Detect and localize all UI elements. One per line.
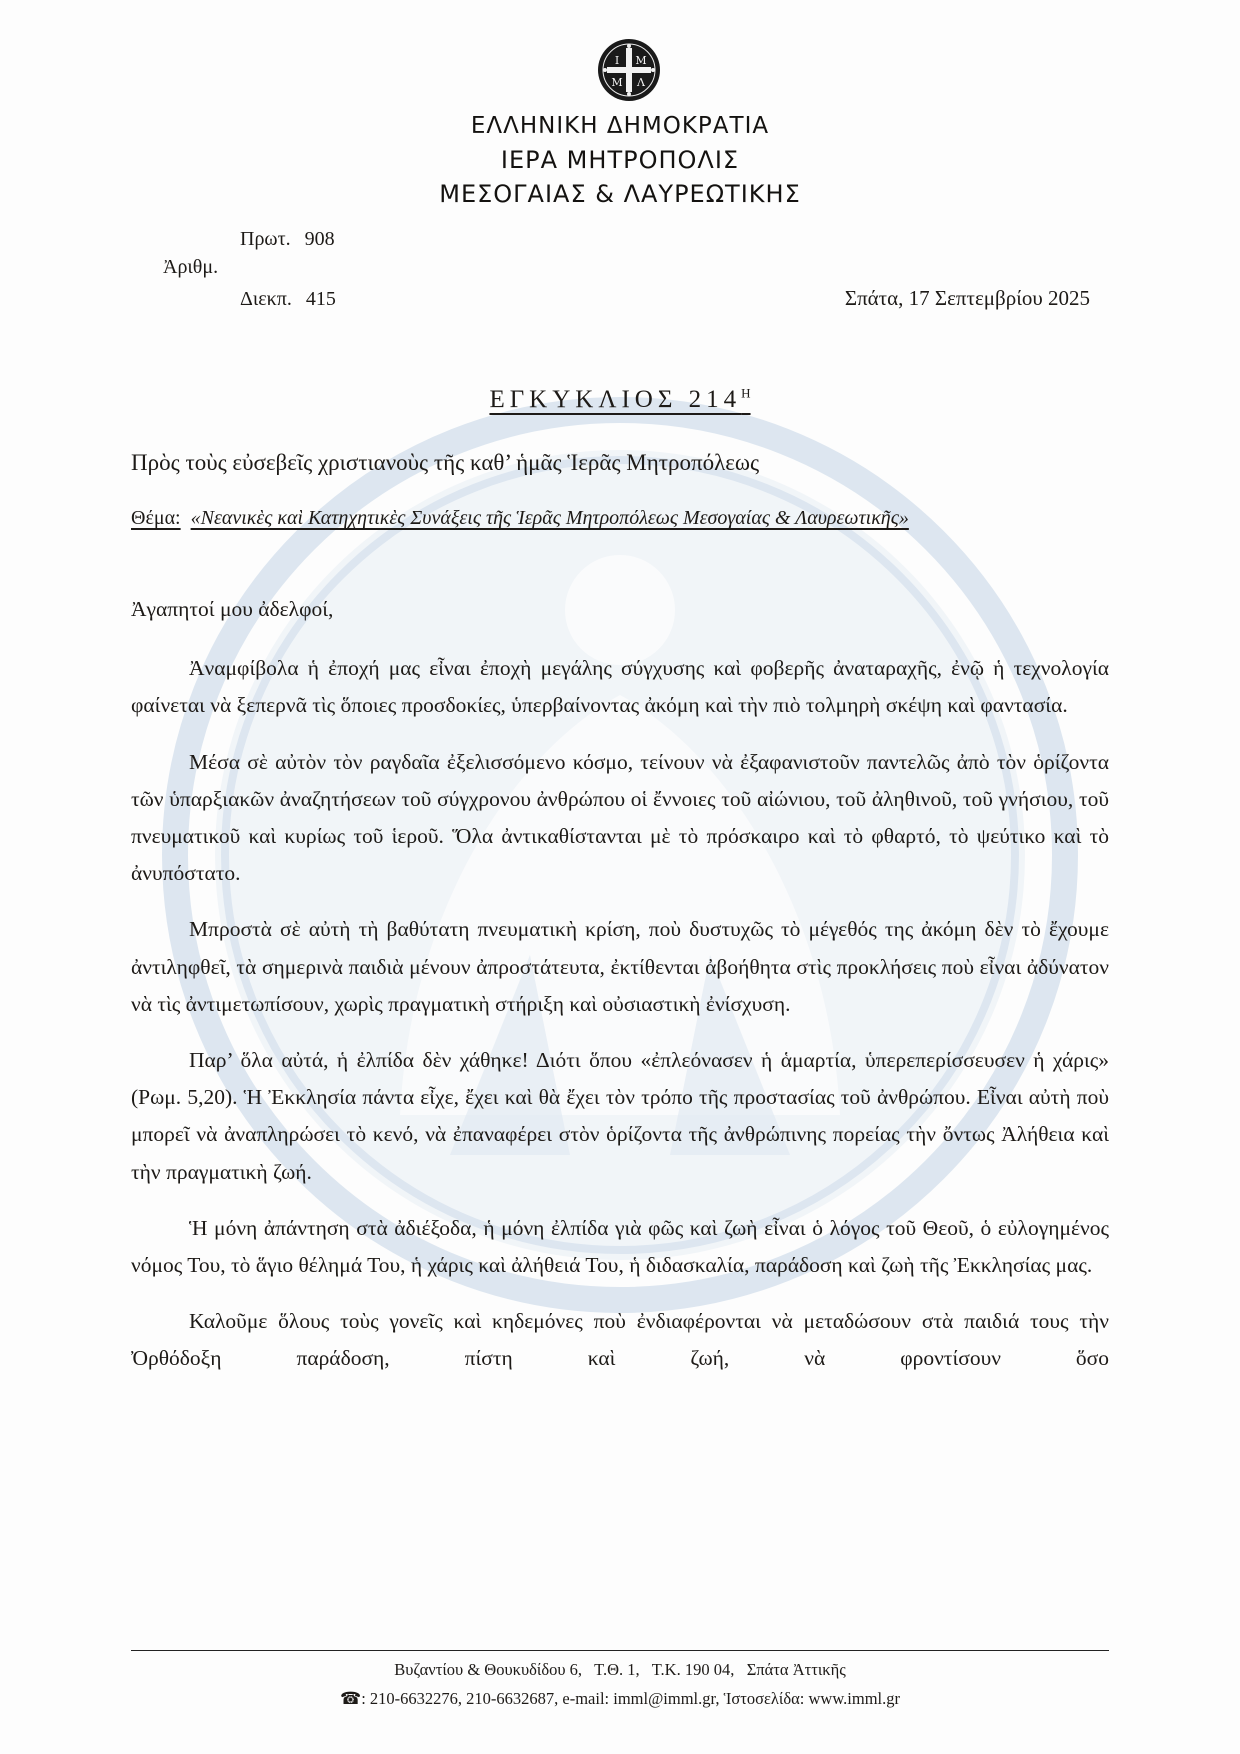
circular-title — [0, 386, 1240, 414]
letter-body — [131, 591, 1109, 1397]
body-paragraph: Καλοῦμε ὅλους τοὺς γονεῖς καὶ κηδεμόνες ποὺ ἐνδιαφέρονται νὰ μεταδώσουν στὰ παιδιά τους τὴν Ὀρθόδοξη παράδοση, πίστη καὶ ζωή, νὰ φροντίσουν ὅσο — [131, 1309, 1109, 1371]
seal-letter: Ι — [614, 54, 620, 67]
seal-letter: Μ — [611, 76, 623, 89]
seal-letter: Μ — [635, 54, 647, 67]
letterhead-line-3: ΜΕΣΟΓΑΙΑΣ & ΛΑΥΡΕΩΤΙΚΗΣ — [439, 180, 801, 208]
dispatch-number: 415 — [305, 288, 336, 310]
footer-contact — [0, 1689, 1240, 1709]
circular-title-text: ΕΓΚΥΚΛΙΟΣ 214 — [489, 386, 742, 414]
telephone-icon: ☎ — [340, 1689, 362, 1708]
protocol-label: Πρωτ. — [240, 228, 291, 250]
body-paragraph: Ἀναμφίβολα ἡ ἐποχή μας εἶναι ἐποχὴ μεγάλης σύγχυσης καὶ φοβερῆς ἀναταραχῆς, ἐνῷ ἡ τεχνολογία φαίνεται νὰ ξεπερνᾶ τὶς ὅποιες προσδοκίες, ὑπερβαίνοντας ἀκόμη καὶ τὴν πιὸ τολμηρὴ σκέψη καὶ φαντασία. — [131, 656, 1109, 718]
circular-title-suffix: Η — [741, 386, 751, 401]
footer-contact-text: : 210-6632276, 210-6632687, e-mail: imml@imml.gr, Ἱστοσελίδα: www.imml.gr — [361, 1689, 900, 1708]
letter-date: Σπάτα, 17 Σεπτεμβρίου 2025 — [844, 286, 1090, 310]
subject-label: Θέμα: — [131, 507, 181, 529]
body-paragraph: Μπροστὰ σὲ αὐτὴ τὴ βαθύτατη πνευματικὴ κρίση, ποὺ δυστυχῶς τὸ μέγεθός της ἀκόμη δὲν τὸ ἔχουμε ἀντιληφθεῖ, τὰ σημερινὰ παιδιὰ μένουν ἀπροστάτευτα, ἐκτίθενται ἀβοήθητα στὶς προκλήσεις ποὺ εἶναι ἀδύνατον νὰ τὶς ἀντιμετωπίσουν, χωρὶς πραγματικὴ στήριξη καὶ οὐσιαστικὴ ἐνίσχυση. — [131, 917, 1109, 1016]
subject-line — [131, 507, 909, 530]
letterhead-line-1: ΕΛΛΗΝΙΚΗ ΔΗΜΟΚΡΑΤΙΑ — [470, 113, 770, 139]
protocol-ref — [240, 228, 335, 251]
protocol-number: 908 — [304, 228, 335, 250]
metropolis-seal-icon — [597, 38, 661, 102]
number-label: Ἀριθμ. — [163, 256, 219, 278]
body-paragraph: Παρ’ ὅλα αὐτά, ἡ ἐλπίδα δὲν χάθηκε! Διότι ὅπου «ἐπλεόνασεν ἡ ἁμαρτία, ὑπερεπερίσσευσεν ἡ χάρις» (Ρωμ. 5,20). Ἡ Ἐκκλησία πάντα εἶχε, ἔχει καὶ θὰ ἔχει τὸν τρόπο τῆς προστασίας τοῦ ἀνθρώπου. Εἶναι αὐτὴ ποὺ μπορεῖ νὰ ἀναπληρώσει τὸ κενό, νὰ ἐπαναφέρει στὸν ὁρίζοντα τῆς ἀνθρώπινης πορείας τὴν ὄντως Ἀλήθεια καὶ τὴν πραγματικὴ ζωή. — [131, 1048, 1109, 1184]
body-paragraph: Ἡ μόνη ἀπάντηση στὰ ἀδιέξοδα, ἡ μόνη ἐλπίδα γιὰ φῶς καὶ ζωὴ εἶναι ὁ λόγος τοῦ Θεοῦ, ὁ εὐλογημένος νόμος Του, τὸ ἅγιο θέλημά Του, ἡ χάρις καὶ ἀλήθειά Του, ἡ διδασκαλία, παράδοση καὶ ζωὴ τῆς Ἐκκλησίας μας. — [131, 1215, 1109, 1278]
footer-address: Βυζαντίου & Θουκυδίδου 6, Τ.Θ. 1, Τ.Κ. 190 04, Σπάτα Ἀττικῆς — [394, 1660, 846, 1679]
salutation: Ἀγαπητοί μου ἀδελφοί, — [131, 597, 334, 621]
footer-divider — [131, 1650, 1109, 1651]
recipients-line: Πρὸς τοὺς εὐσεβεῖς χριστιανοὺς τῆς καθ’ ἡμᾶς Ἱερᾶς Μητροπόλεως — [131, 450, 760, 475]
letterhead-line-2: ΙΕΡΑ ΜΗΤΡΟΠΟΛΙΣ — [500, 146, 740, 174]
dispatch-ref — [240, 288, 336, 311]
seal-letter: Λ — [637, 76, 645, 89]
subject-text: «Νεανικὲς καὶ Κατηχητικὲς Συνάξεις τῆς Ἱερᾶς Μητροπόλεως Μεσογαίας & Λαυρεωτικῆς» — [190, 507, 909, 529]
dispatch-label: Διεκπ. — [240, 288, 292, 310]
body-paragraph: Μέσα σὲ αὐτὸν τὸν ραγδαῖα ἐξελισσόμενο κόσμο, τείνουν νὰ ἐξαφανιστοῦν παντελῶς ἀπὸ τὸν ὁρίζοντα τῶν ὑπαρξιακῶν ἀναζητήσεων τοῦ σύγχρονου ἀνθρώπου οἱ ἔννοιες τοῦ αἰώνιου, τοῦ ἀληθινοῦ, τοῦ γνήσιου, τοῦ πνευματικοῦ καὶ κυρίως τοῦ ἱεροῦ. Ὅλα ἀντικαθίστανται μὲ τὸ πρόσκαιρο καὶ τὸ φθαρτό, τὸ ψεύτικο καὶ τὸ ἀνυπόστατο. — [131, 749, 1109, 886]
